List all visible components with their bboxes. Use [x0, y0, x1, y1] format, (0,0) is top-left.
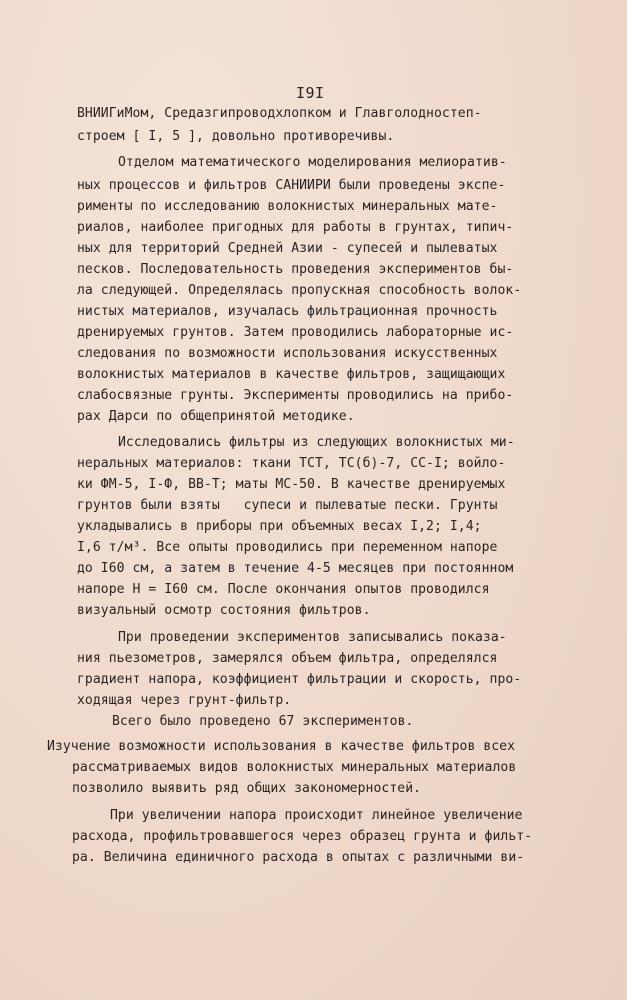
text-line: визуальный осмотр состояния фильтров. [77, 603, 371, 618]
text-line: рах Дарси по общепринятой методике. [77, 409, 355, 424]
text-line: напоре Н = I60 см. После окончания опытов проводился [77, 582, 490, 597]
text-line: Всего было проведено 67 экспериментов. [112, 714, 414, 729]
text-line: неральных материалов: ткани ТСТ, ТС(б)-7, СС-I; войло- [77, 456, 506, 471]
text-line: ния пьезометров, замерялся объем фильтра, определялся [77, 651, 498, 666]
text-line: ра. Величина единичного расхода в опытах с различными ви- [72, 850, 525, 865]
text-line: Изучение возможности использования в качестве фильтров всех [47, 739, 516, 754]
text-line: I,6 т/м³. Все опыты проводились при переменном напоре [77, 540, 498, 555]
text-line: риалов, наиболее пригодных для работы в грунтах, типич- [77, 220, 514, 235]
text-line: рименты по исследованию волокнистых минеральных мате- [77, 199, 498, 214]
text-line: При увеличении напора происходит линейное увеличение [110, 808, 523, 823]
text-line: При проведении экспериментов записывались показа- [118, 630, 507, 645]
text-line: строем [ I, 5 ], довольно противоречивы. [77, 129, 395, 144]
page-number: I9I [296, 84, 325, 102]
text-line: ВНИИГиМом, Средазгипроводхлопком и Главголодностеп- [77, 106, 482, 121]
text-line: грунтов были взяты супеси и пылеватые пески. Грунты [77, 498, 498, 513]
text-line: расхода, профильтровавшегося через образец грунта и фильт- [72, 829, 533, 844]
text-line: дренируемых грунтов. Затем проводились лабораторные ис- [77, 325, 514, 340]
text-line: волокнистых материалов в качестве фильтров, защищающих [77, 367, 506, 382]
text-line: ла следующей. Определялась пропускная способность волок- [77, 283, 522, 298]
text-line: ки ФМ-5, I-Ф, ВВ-Т; маты МС-50. В качестве дренируемых [77, 477, 506, 492]
text-line: слабосвязные грунты. Эксперименты проводились на прибо- [77, 388, 514, 403]
text-line: ходящая через грунт-фильтр. [77, 693, 292, 708]
text-line: рассматриваемых видов волокнистых минеральных материалов [72, 760, 517, 775]
text-line: градиент напора, коэффициент фильтрации и скорость, про- [77, 672, 522, 687]
text-line: ных для территорий Средней Азии - супесей и пылеватых [77, 241, 498, 256]
text-line: до I60 см, а затем в течение 4-5 месяцев при постоянном [77, 561, 514, 576]
text-line: укладывались в приборы при объемных весах I,2; I,4; [77, 519, 482, 534]
text-line: ных процессов и фильтров САНИИРИ были проведены экспе- [77, 178, 506, 193]
text-line: нистых материалов, изучалась фильтрационная прочность [77, 304, 498, 319]
text-line: Исследовались фильтры из следующих волокнистых ми- [118, 435, 515, 450]
text-line: следования по возможности использования искусственных [77, 346, 498, 361]
text-line: Отделом математического моделирования мелиоратив- [118, 155, 507, 170]
text-line: песков. Последовательность проведения экспериментов бы- [77, 262, 514, 277]
text-line: позволило выявить ряд общих закономерностей. [72, 781, 422, 796]
